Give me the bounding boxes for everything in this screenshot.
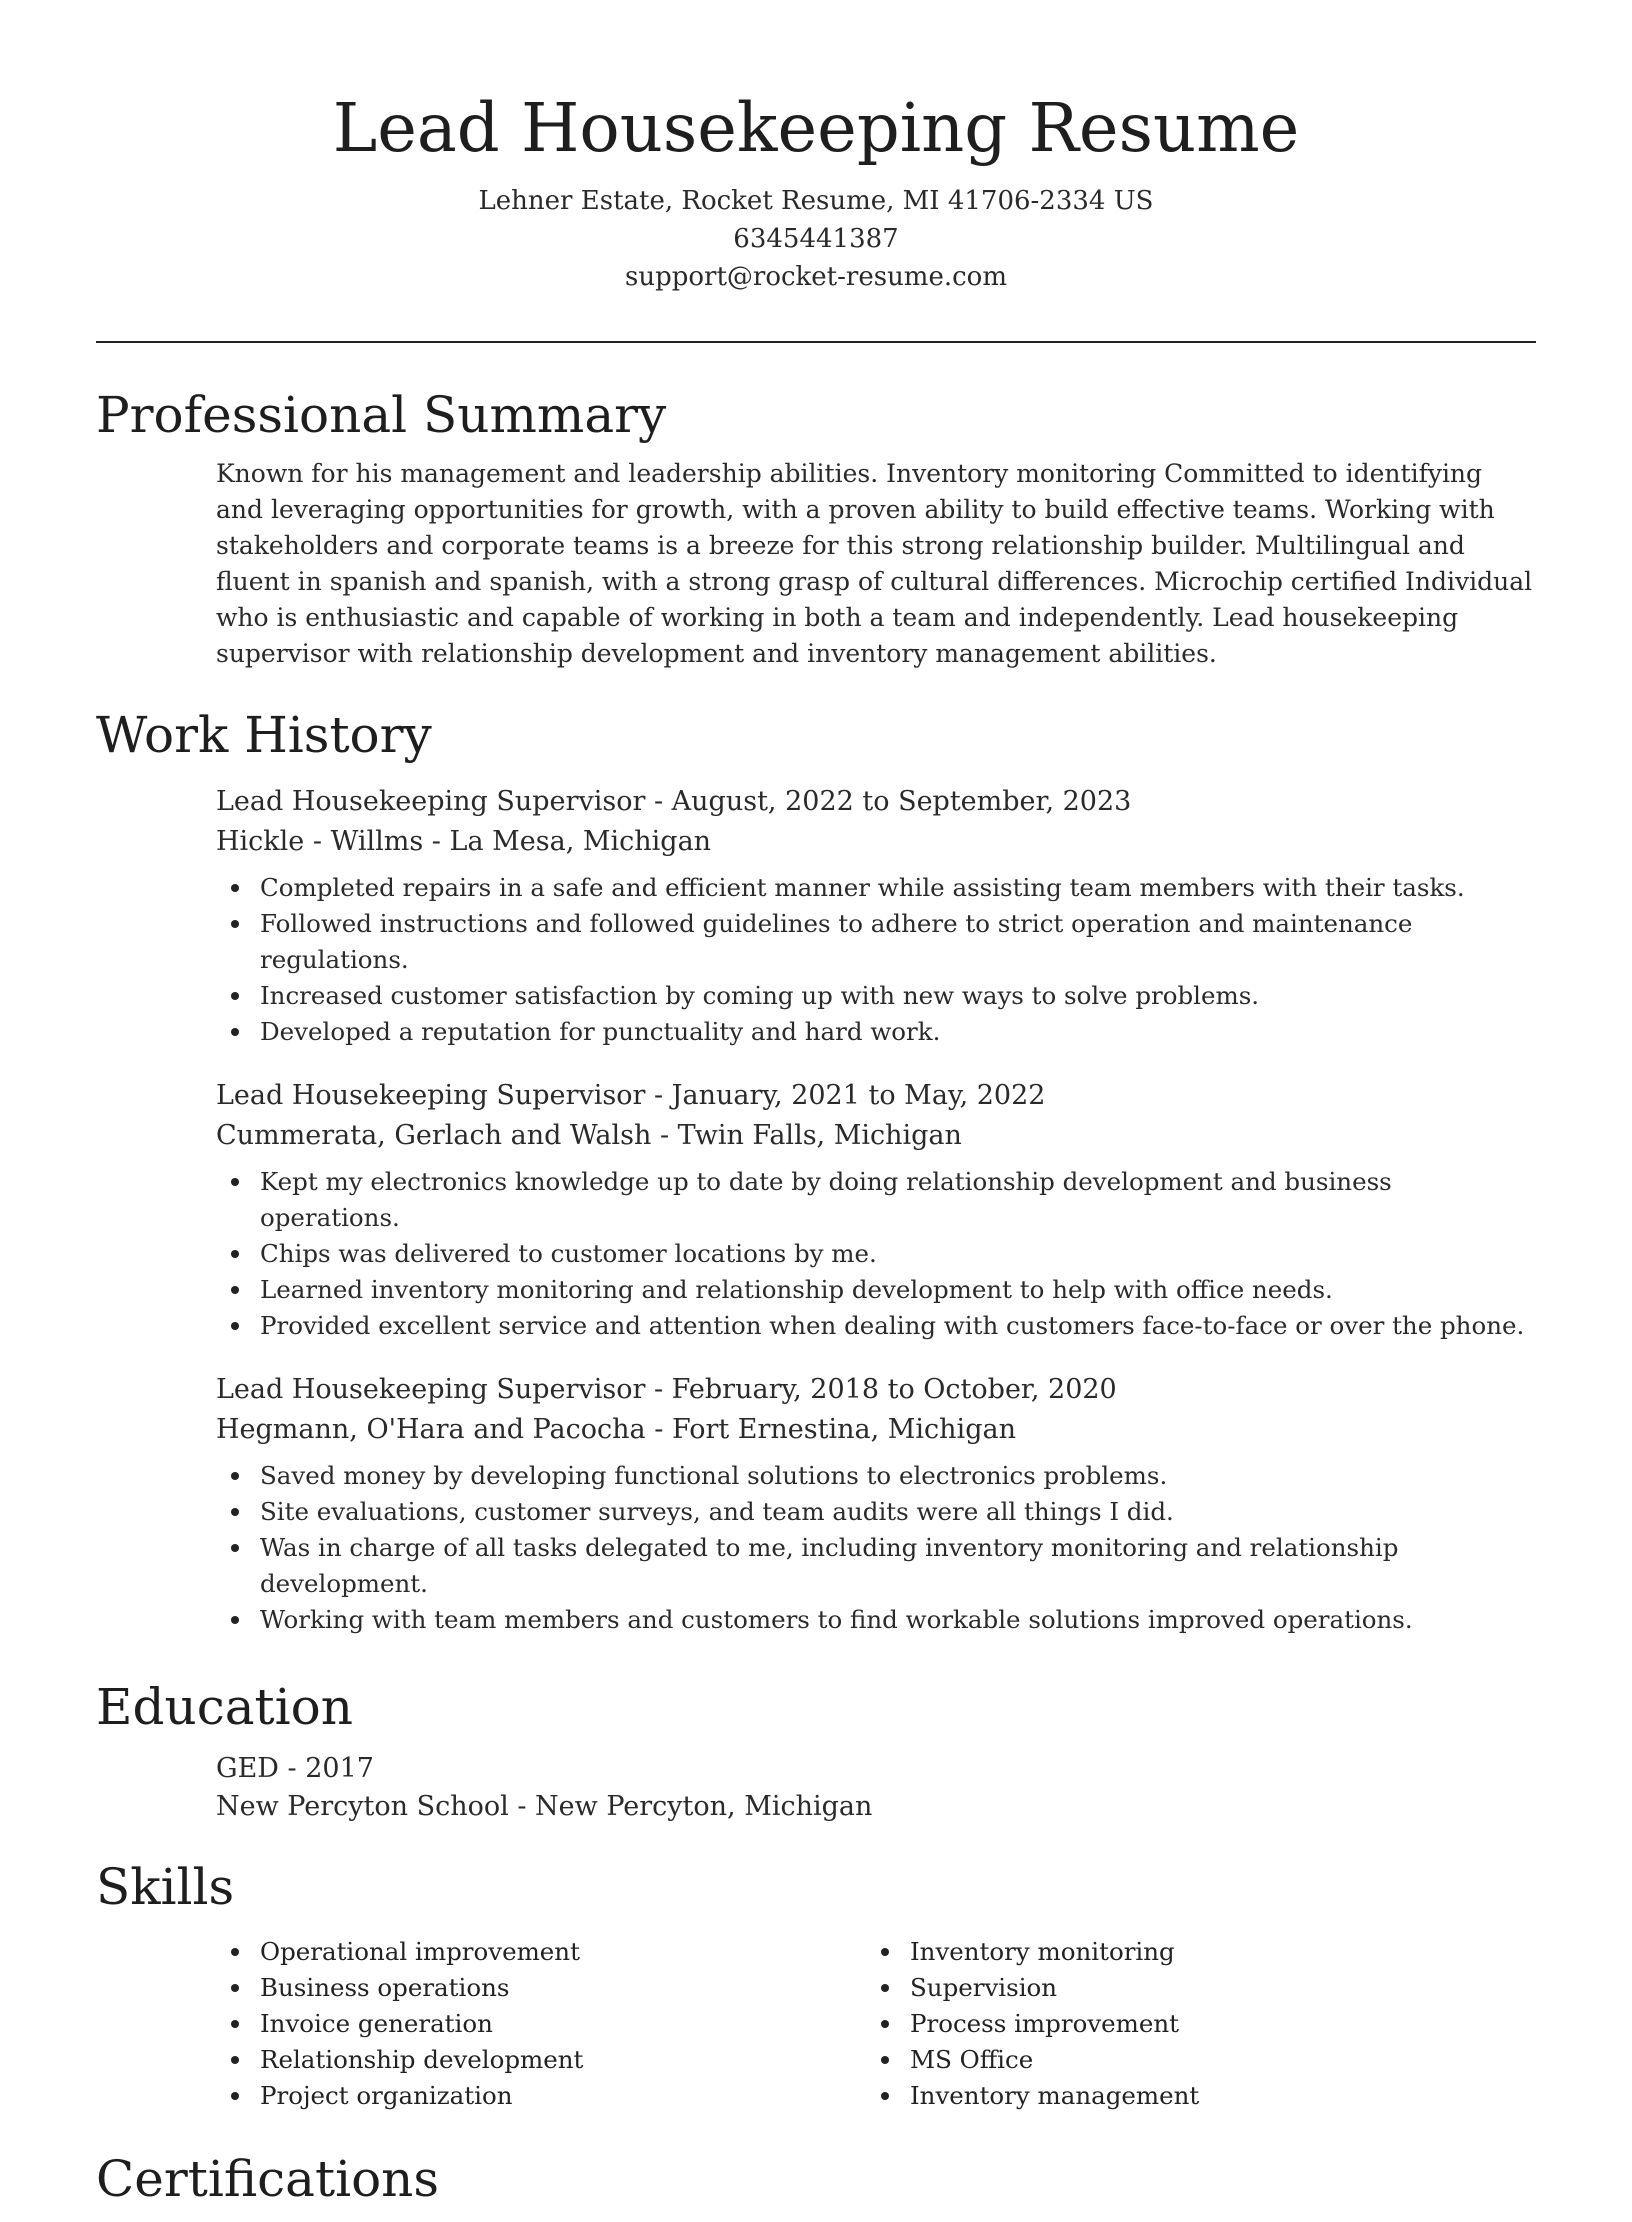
list-item: Developed a reputation for punctuality and hard work. [216, 1014, 1536, 1050]
job-dates: February, 2018 to October, 2020 [671, 1374, 1117, 1405]
job-company: Hegmann, O'Hara and Pacocha [216, 1414, 646, 1445]
skills-column-right [866, 1930, 1516, 2140]
separator: - [651, 1120, 678, 1151]
contact-phone: 6345441387 [733, 224, 899, 254]
separator: - [645, 786, 672, 817]
list-item: Kept my electronics knowledge up to date by doing relationship development and business operations. [216, 1164, 1536, 1236]
list-item: Followed instructions and followed guidelines to adhere to strict operation and maintenance regulations. [216, 906, 1536, 978]
separator: - [645, 1374, 672, 1405]
job-bullets [216, 1458, 1536, 1638]
list-item: Relationship development [216, 2042, 866, 2078]
list-item: Inventory management [866, 2078, 1516, 2114]
skills-bullets-left [216, 1934, 866, 2114]
job-company-line [216, 1410, 1536, 1450]
list-item: Learned inventory monitoring and relationship development to help with office needs. [216, 1272, 1536, 1308]
education-location: New Percyton, Michigan [535, 1791, 873, 1822]
job-location: Fort Ernestina, Michigan [671, 1414, 1016, 1445]
contact-address: Lehner Estate, Rocket Resume, MI 41706-2334 US [478, 186, 1154, 216]
job-entry [216, 1076, 1536, 1344]
summary-text: Known for his management and leadership abilities. Inventory monitoring Committed to identifying and leveraging opportunities for growth, with a proven ability to build effective teams. Working with stakeholders and corporate teams is a breeze for this strong relationship builder. Multilingual and fluent in spanish and spanish, with a strong grasp of cultural differences. Microchip certified Individual who is enthusiastic and capable of working in both a team and independently. Lead housekeeping supervisor with relationship development and inventory management abilities. [216, 459, 1533, 668]
job-entry [216, 782, 1536, 1050]
certifications-heading: Certifications [96, 2150, 440, 2208]
job-title-line [216, 1370, 1536, 1410]
job-company: Hickle - Willms [216, 826, 424, 857]
education-school-line [216, 1788, 1536, 1826]
job-dates: August, 2022 to September, 2023 [671, 786, 1132, 817]
separator: - [645, 1414, 672, 1445]
list-item: Increased customer satisfaction by coming up with new ways to solve problems. [216, 978, 1536, 1014]
resume-header [0, 0, 1632, 296]
list-item: Working with team members and customers to find workable solutions improved operations. [216, 1602, 1536, 1638]
job-company-line [216, 1116, 1536, 1156]
job-company-line [216, 822, 1536, 862]
education-heading: Education [96, 1678, 353, 1736]
job-title: Lead Housekeeping Supervisor [216, 786, 646, 817]
separator: - [278, 1753, 306, 1784]
job-title: Lead Housekeeping Supervisor [216, 1080, 646, 1111]
list-item: Supervision [866, 1970, 1516, 2006]
separator: - [645, 1080, 672, 1111]
job-title-line [216, 1076, 1536, 1116]
list-item: Completed repairs in a safe and efficient manner while assisting team members with their tasks. [216, 870, 1536, 906]
education-school: New Percyton School [216, 1791, 509, 1822]
list-item: Inventory monitoring [866, 1934, 1516, 1970]
education-year: 2017 [305, 1753, 374, 1784]
list-item: Invoice generation [216, 2006, 866, 2042]
list-item: MS Office [866, 2042, 1516, 2078]
list-item: Saved money by developing functional solutions to electronics problems. [216, 1458, 1536, 1494]
contact-email: support@rocket-resume.com [624, 262, 1007, 292]
job-dates: January, 2021 to May, 2022 [671, 1080, 1046, 1111]
job-bullets [216, 870, 1536, 1050]
skills-heading: Skills [96, 1858, 235, 1916]
summary-heading: Professional Summary [96, 386, 667, 444]
list-item: Chips was delivered to customer locations by me. [216, 1236, 1536, 1272]
list-item: Operational improvement [216, 1934, 866, 1970]
separator: - [423, 826, 450, 857]
job-location: Twin Falls, Michigan [677, 1120, 962, 1151]
contact-block [0, 182, 1632, 296]
job-title: Lead Housekeeping Supervisor [216, 1374, 646, 1405]
education-degree-line [216, 1750, 1536, 1788]
separator: - [508, 1791, 536, 1822]
work-history-heading: Work History [96, 706, 432, 764]
education-degree: GED [216, 1753, 279, 1784]
skills-bullets-right [866, 1934, 1516, 2114]
job-entry [216, 1370, 1536, 1638]
skills-column-left [216, 1930, 866, 2140]
resume-content [96, 372, 1536, 2222]
job-title-line [216, 782, 1536, 822]
skills-list [216, 1930, 1536, 2140]
job-location: La Mesa, Michigan [449, 826, 712, 857]
education-entry [216, 1750, 1536, 1826]
list-item: Provided excellent service and attention when dealing with customers face-to-face or over the phone. [216, 1308, 1536, 1344]
job-company: Cummerata, Gerlach and Walsh [216, 1120, 652, 1151]
list-item: Site evaluations, customer surveys, and team audits were all things I did. [216, 1494, 1536, 1530]
job-bullets [216, 1164, 1536, 1344]
header-divider [96, 341, 1536, 343]
list-item: Business operations [216, 1970, 866, 2006]
list-item: Was in charge of all tasks delegated to me, including inventory monitoring and relationship development. [216, 1530, 1536, 1602]
resume-title: Lead Housekeeping Resume [332, 89, 1300, 167]
list-item: Project organization [216, 2078, 866, 2114]
list-item: Process improvement [866, 2006, 1516, 2042]
